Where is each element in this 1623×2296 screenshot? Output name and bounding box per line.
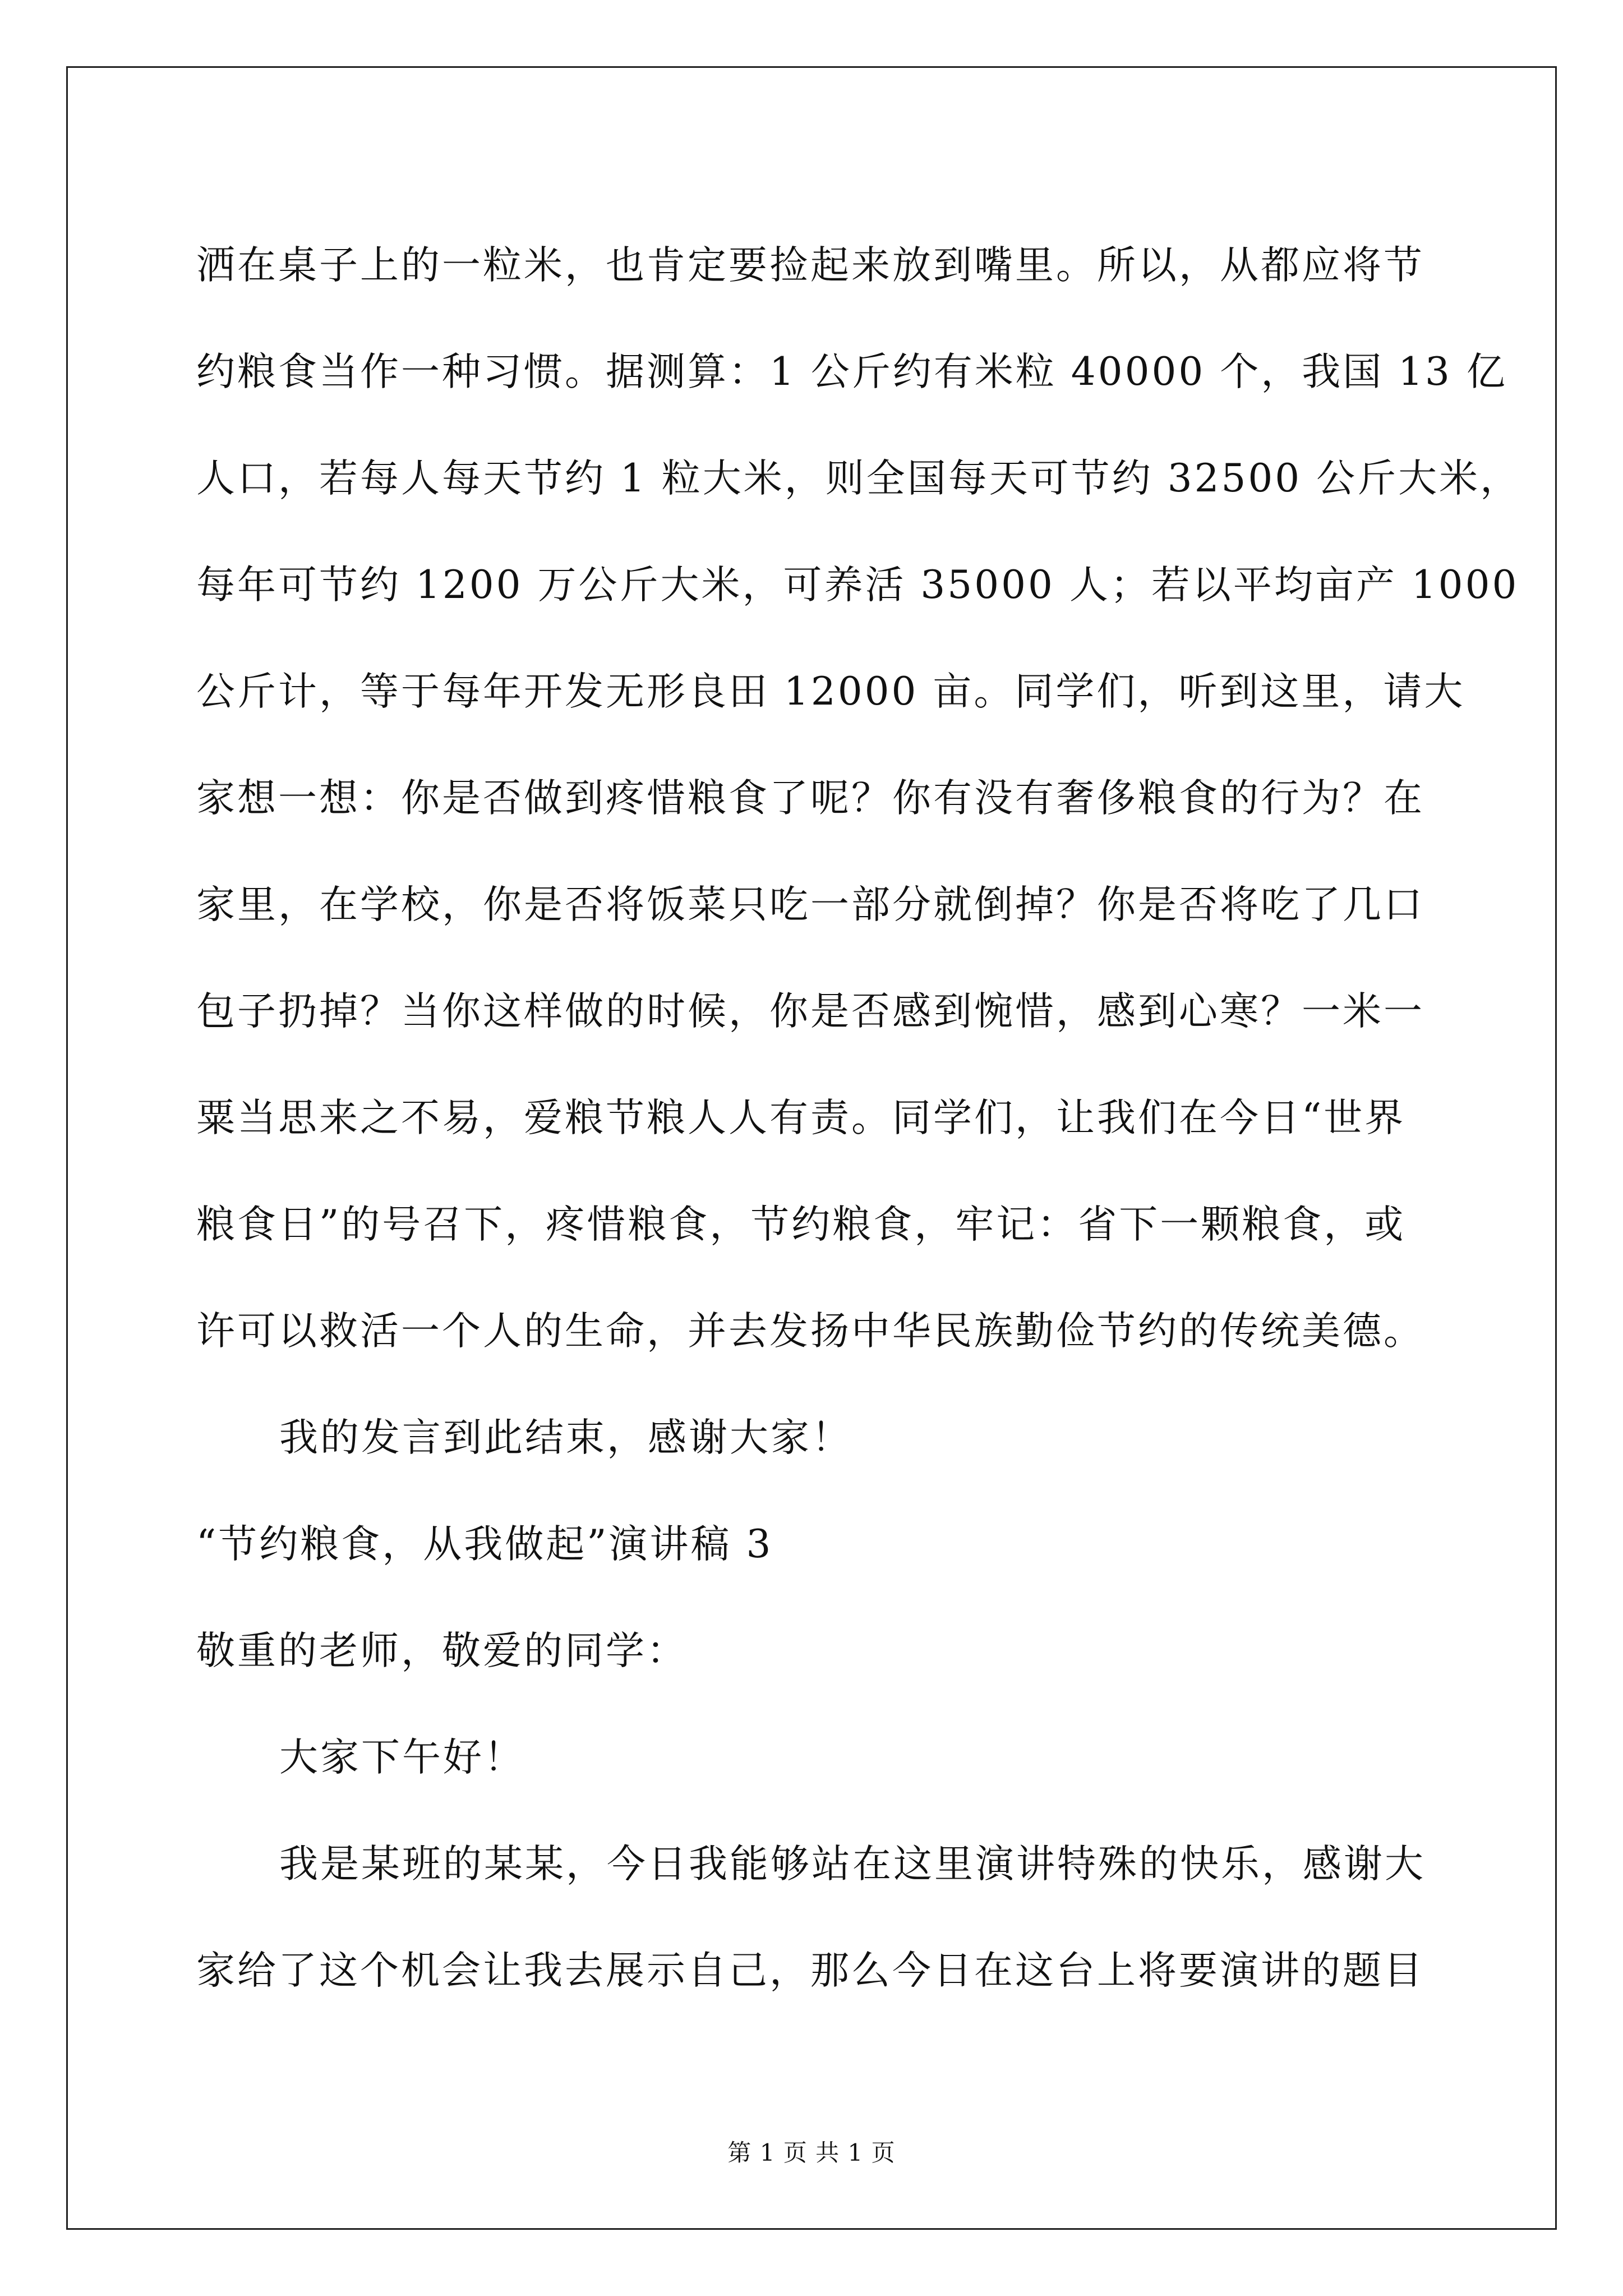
paragraph-line: 我是某班的某某，今日我能够站在这里演讲特殊的快乐，感谢大 xyxy=(279,1842,1426,1887)
section-title: “节约粮食，从我做起”演讲稿 3 xyxy=(196,1522,773,1567)
paragraph-line: 许可以救活一个人的生命，并去发扬中华民族勤俭节约的传统美德。 xyxy=(196,1309,1424,1354)
paragraph-line: 人口，若每人每天节约 1 粒大米，则全国每天可节约 32500 公斤大米， xyxy=(196,456,1521,501)
document-body xyxy=(196,212,1521,2024)
greeting: 大家下午好！ xyxy=(279,1735,525,1780)
paragraph-line: 洒在桌子上的一粒米，也肯定要捡起来放到嘴里。所以，从都应将节 xyxy=(196,243,1424,288)
paragraph-line: 粟当思来之不易，爱粮节粮人人有责。同学们，让我们在今日“世界 xyxy=(196,1096,1406,1140)
closing-line: 我的发言到此结束，感谢大家！ xyxy=(279,1415,852,1460)
paragraph-line: 家想一想：你是否做到疼惜粮食了呢？你有没有奢侈粮食的行为？在 xyxy=(196,776,1424,821)
paragraph-line: 家给了这个机会让我去展示自己，那么今日在这台上将要演讲的题目 xyxy=(196,1948,1424,1993)
paragraph-line: 粮食日”的号召下，疼惜粮食，节约粮食，牢记：省下一颗粮食，或 xyxy=(196,1202,1406,1247)
page-footer: 第 1 页 共 1 页 xyxy=(727,2139,896,2166)
paragraph-line: 约粮食当作一种习惯。据测算：1 公斤约有米粒 40000 个，我国 13 亿 xyxy=(196,349,1507,394)
paragraph-line: 每年可节约 1200 万公斤大米，可养活 35000 人；若以平均亩产 1000 xyxy=(196,563,1519,608)
paragraph-line: 公斤计，等于每年开发无形良田 12000 亩。同学们，听到这里，请大 xyxy=(196,669,1465,714)
paragraph-line: 家里，在学校，你是否将饭菜只吃一部分就倒掉？你是否将吃了几口 xyxy=(196,882,1424,927)
salutation: 敬重的老师，敬爱的同学： xyxy=(196,1628,688,1673)
paragraph-line: 包子扔掉？当你这样做的时候，你是否感到惋惜，感到心寒？一米一 xyxy=(196,989,1424,1034)
